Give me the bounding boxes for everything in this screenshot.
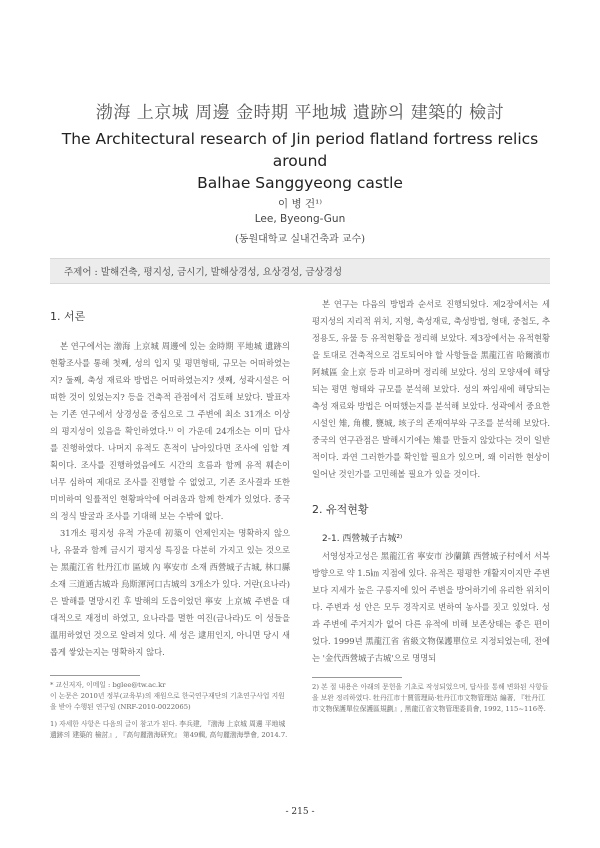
author-name-english: Lee, Byeong-Gun xyxy=(254,213,346,225)
keyword-box xyxy=(50,258,550,284)
paragraph: 본 연구에서는 渤海 上京城 周邊에 있는 金時期 平地城 遺跡의 현황조사를 통해 첫째, 성의 입지 및 평면형태, 규모는 어떠하였는지? 둘째, 축성 재료와 방법은 어떠하였는지? 셋째, 성곽시설은 어떠한 것이 있었는지? 등을 건축적 관점에서 검토해 보았다. 발표자는 기존 연구에서 상경성을 중심으로 그 주변에 최소 31개소 이상의 평지성이 있음을 확인하였다.¹⁾ 이 가운데 24개소는 이미 답사를 진행하였다. 나머지 유적도 흔적이 남아있다면 조사에 임할 계획이다. 조사를 진행하였음에도 시간의 흐름과 함께 유적 훼손이 너무 심하여 제대로 조사를 진행할 수 없었고, 기존 조사결과 또한 미비하여 일률적인 현황파악에 어려움과 함께 한계가 있었다. 중국의 정식 발굴과 조사를 기대해 보는 수밖에 없다. xyxy=(50,341,290,521)
footnote-funding: 이 논문은 2010년 정부(교육부)의 재원으로 한국연구재단의 기초연구사업 지원을 받아 수행된 연구임 (NRF-2010-0022065) xyxy=(50,692,285,711)
footnote-divider xyxy=(312,677,402,678)
right-column xyxy=(312,296,550,715)
footnote-1: 1) 자세한 사항은 다음의 글이 참고가 된다. 李兵建, 『渤海 上京城 周邊 平地城 遺跡의 建築的 檢討』, 『高句麗渤海研究』 第49輯, 高句麗渤海學會, 2014.7. xyxy=(50,720,288,739)
footnote-2: 2) 본 절 내용은 아래의 문헌을 기초로 작성되었으며, 답사를 통해 변화된 사항들을 보완 정리하였다. 牡丹江市十賈管理局·牡丹江市文物管理站 編著, 『牡丹江市文物保護單位保護區規劃』, 黑龍江省文物管理委員會, 1992, 115~116쪽. xyxy=(312,683,549,713)
body-text xyxy=(312,296,550,483)
title-english xyxy=(40,128,560,194)
author-affiliation: (동원대학교 실내건축과 교수) xyxy=(234,234,366,245)
paragraph: 본 연구는 다음의 방법과 순서로 진행되었다. 제2장에서는 세 평지성의 지리적 위치, 지형, 축성재료, 축성방법, 형태, 중첩도, 추정용도, 유물 등 유적현황을 정리해 보았다. 제3장에서는 유적현황을 토대로 건축적으로 검토되어야 할 사항들을 黑龍江省 哈爾濱市 阿城區 金上京 등과 비교하며 정리해 보았다. 성의 모양새에 해당되는 평면 형태와 규모를 분석해 보았다. 성의 짜임새에 해당되는 축성 재료와 방법은 어떠했는지를 분석해 보았다. 성곽에서 중요한 시설인 雉, 角樓, 甕城, 垓子의 존재여부와 구조를 분석해 보았다. 중국의 연구관점은 발해시기에는 雉를 만들지 않았다는 것이 일반적이다. 과연 그러한가를 확인할 필요가 있으며, 왜 이러한 현상이 일어난 것인가를 고민해볼 필요가 있을 것이다. xyxy=(312,299,550,479)
title-english-line2: Balhae Sanggyeong castle xyxy=(197,174,403,192)
paragraph: 서영성자고성은 黑龍江省 寧安市 沙蘭鎮 西營城子村에서 서북 방향으로 약 1.5㎞ 지점에 있다. 유적은 평평한 개활지이지만 주변보다 지세가 높은 구릉지에 있어 주변을 방어하기에 유리한 위치이다. 주변과 성 안은 모두 경작지로 변하여 농사를 짓고 있었다. 성과 주변에 주거지가 없어 다른 유적에 비해 보존상태는 좋은 편이었다. 1999년 黑龍江省 省級文物保護單位로 지정되었는데, 전에는 '金代西營城子古城'으로 명명되 xyxy=(312,551,550,663)
footnotes xyxy=(50,680,290,741)
body-text xyxy=(312,548,550,667)
body-text xyxy=(50,338,290,661)
paragraph: 31개소 평지성 유적 가운데 初築이 언제인지는 명확하지 않으나, 유물과 함께 금시기 평지성 특징을 다분히 가지고 있는 것으로는 黑龍江省 牡丹江市 區域 內 寧安市 소재 西營城子古城, 林口縣 소재 三道通古城과 烏斯渾河口古城의 3개소가 있다. 거란(요나라)은 발해를 멸망시킨 후 발해의 도읍이었던 寧安 上京城 주변을 대대적으로 재정비 하였고, 요나라를 멸한 여진(금나라)도 이 성들을 溫用하였던 것으로 알려져 있다. 세 성은 逮用인지, 아니면 당시 새롭게 쌓았는지는 명확하지 않다. xyxy=(50,528,290,657)
page-number: - 215 - xyxy=(285,807,315,817)
title-korean: 渤海 上京城 周邊 金時期 平地城 遺跡의 建築的 檢討 xyxy=(95,103,505,123)
footnote-divider xyxy=(50,675,140,676)
keywords: 주제어 : 발해건축, 평지성, 금시기, 발해상경성, 요상경성, 금상경성 xyxy=(64,267,343,278)
title-english-line1: The Architectural research of Jin period flatland fortress relics around xyxy=(61,130,539,170)
section-heading-introduction: 1. 서론 xyxy=(50,310,86,323)
section-heading-site-status: 2. 유적현황 xyxy=(312,503,369,516)
footnote-corresponding-author: * 교신저자, 이메일 : bglee@tw.ac.kr xyxy=(50,681,166,689)
author-name-korean: 이 병 건¹⁾ xyxy=(278,198,322,210)
left-column xyxy=(50,308,290,741)
subsection-heading: 2-1. 西營城子古城²⁾ xyxy=(322,534,403,544)
